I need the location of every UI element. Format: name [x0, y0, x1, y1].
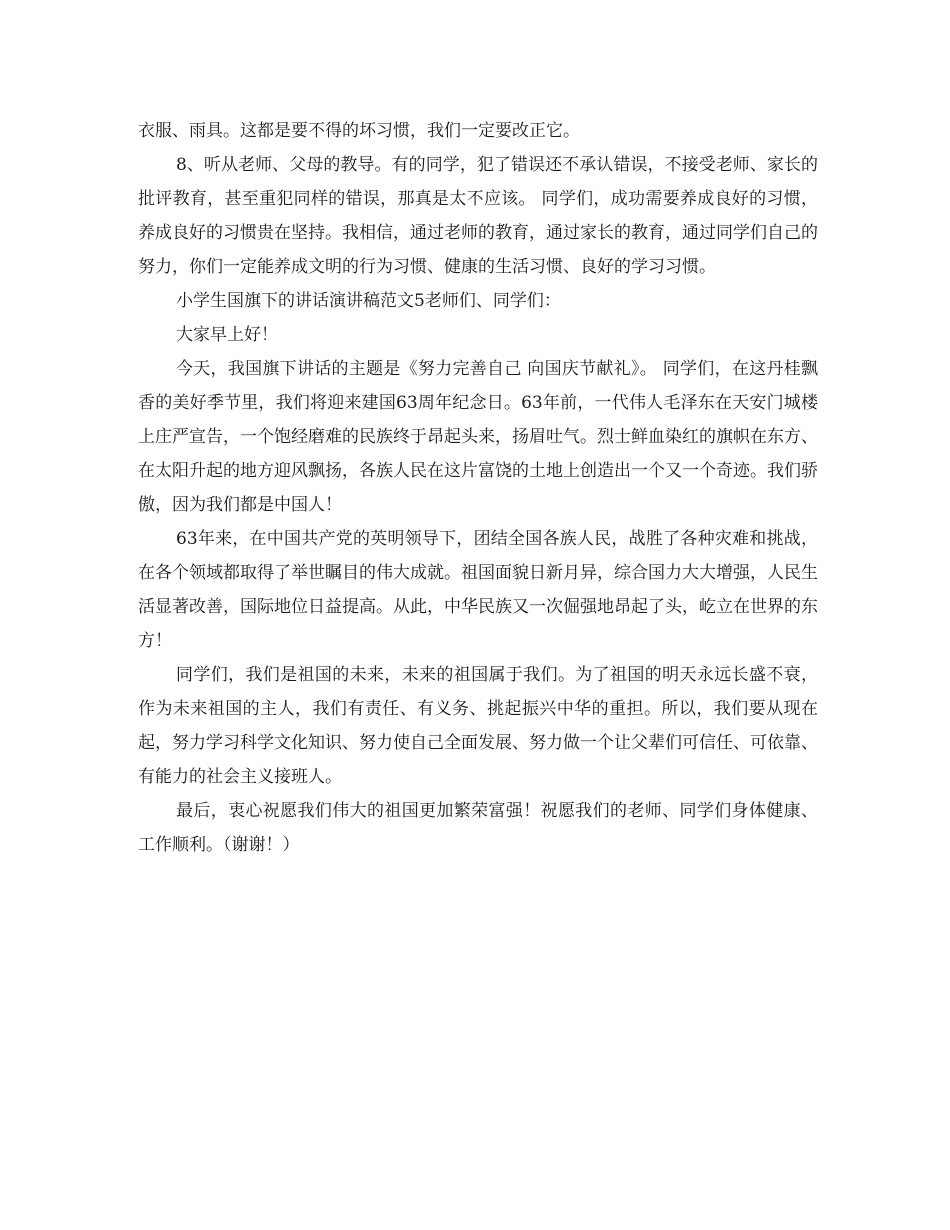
paragraph-item-8: 8、听从老师、父母的教导。有的同学，犯了错误还不承认错误，不接受老师、家长的批评教育，甚至重犯同样的错误，那真是太不应该。 同学们，成功需要养成良好的习惯，养成良好的习惯贵在坚持。我相信，通过老师的教育，通过家长的教育，通过同学们自己的努力，你们一定能养成文明的行为习惯、健康的生活习惯、良好的学习习惯。 — [138, 155, 818, 277]
paragraph-closing: 最后，衷心祝愿我们伟大的祖国更加繁荣富强！祝愿我们的老师、同学们身体健康、工作顺利。（谢谢！） — [138, 801, 818, 855]
paragraph-responsibility: 同学们，我们是祖国的未来，未来的祖国属于我们。为了祖国的明天永远长盛不衰，作为未来祖国的主人，我们有责任、有义务、挑起振兴中华的重担。所以，我们要从现在起，努力学习科学文化知识、努力使自己全面发展、努力做一个让父辈们可信任、可依靠、有能力的社会主义接班人。 — [138, 665, 818, 787]
paragraph-speech-title: 小学生国旗下的讲话演讲稿范文5老师们、同学们： — [176, 291, 561, 311]
paragraph-topic: 今天，我国旗下讲话的主题是《努力完善自己 向国庆节献礼》。 同学们，在这丹桂飘香的美好季节里，我们将迎来建国63周年纪念日。63年前，一代伟人毛泽东在天安门城楼上庄严宣告，一个饱经磨难的民族终于昂起头来，扬眉吐气。烈士鲜血染红的旗帜在东方、在太阳升起的地方迎风飘扬，各族人民在这片富饶的土地上创造出一个又一个奇迹。我们骄傲，因为我们都是中国人！ — [138, 359, 818, 515]
document-body — [138, 114, 818, 862]
paragraph-greeting: 大家早上好！ — [176, 325, 278, 345]
paragraph-achievements: 63年来，在中国共产党的英明领导下，团结全国各族人民，战胜了各种灾难和挑战，在各个领域都取得了举世瞩目的伟大成就。祖国面貌日新月异，综合国力大大增强，人民生活显著改善，国际地位日益提高。从此，中华民族又一次倔强地昂起了头，屹立在世界的东方！ — [138, 529, 818, 651]
paragraph-continuation: 衣服、雨具。这都是要不得的坏习惯，我们一定要改正它。 — [138, 121, 580, 141]
